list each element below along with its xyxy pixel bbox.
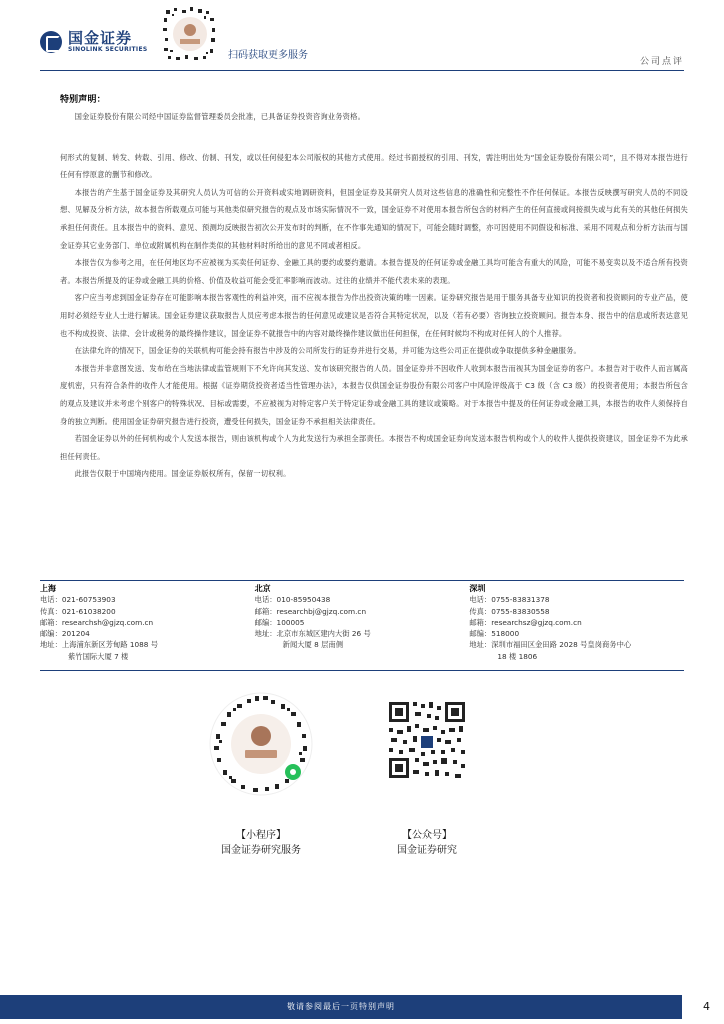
office-zip: 邮编：518000 xyxy=(469,629,520,639)
mini-program-name: 国金证券研究服务 xyxy=(221,845,301,856)
scan-prompt: 扫码获取更多服务 xyxy=(228,50,308,61)
office-fax: 传真：021-61038200 xyxy=(40,606,116,616)
office-phone: 电话：010-85950438 xyxy=(254,595,331,605)
office-address-line2: 紫竹国际大厦 7 楼 xyxy=(68,651,129,661)
contacts-top-divider xyxy=(40,580,684,581)
office-phone: 电话：0755-83831378 xyxy=(469,595,550,605)
special-disclaimer xyxy=(60,92,688,483)
public-account-name: 国金证券研究 xyxy=(397,845,457,856)
office-phone: 电话：021-60753903 xyxy=(40,595,116,605)
disclaimer-paragraph: 此报告仅限于中国境内使用。国金证券版权所有，保留一切权利。 xyxy=(74,469,291,479)
office-city: 北京 xyxy=(254,584,271,593)
office-address: 地址：上海浦东新区芳甸路 1088 号 xyxy=(40,640,159,650)
mini-program-qr-block xyxy=(196,692,326,858)
public-account-qr-block xyxy=(362,692,492,858)
mini-program-caption: 【小程序】 xyxy=(236,830,286,841)
disclaimer-title: 特别声明： xyxy=(60,95,106,105)
contacts-bottom-divider xyxy=(40,670,684,671)
office-contacts xyxy=(40,583,684,662)
logo-cn-text: 国金证券 xyxy=(68,29,133,47)
shanghai-office xyxy=(40,583,255,662)
disclaimer-paragraph: 若国金证券以外的任何机构或个人发送本报告，则由该机构或个人为此发送行为承担全部责任。本报告不构成国金证券向发送本报告机构或个人的收件人提供投资建议，国金证券不为此承担任何责任。 xyxy=(60,434,688,461)
office-address: 地址：北京市东城区建内大街 26 号 xyxy=(254,629,371,639)
office-address-line2: 18 楼 1806 xyxy=(497,651,538,661)
office-email[interactable]: 邮箱：researchsz@gjzq.com.cn xyxy=(469,617,582,627)
office-email[interactable]: 邮箱：researchbj@gjzq.com.cn xyxy=(254,606,367,616)
company-logo xyxy=(40,30,147,54)
office-city: 深圳 xyxy=(469,584,486,593)
page-number: 4 xyxy=(703,1000,710,1013)
beijing-office xyxy=(255,583,470,662)
office-address-line2: 新闻大厦 8 层南侧 xyxy=(282,640,344,650)
page-footer xyxy=(0,995,724,1024)
shenzhen-office xyxy=(469,583,684,662)
office-address: 地址：深圳市福田区金田路 2028 号皇岗商务中心 xyxy=(469,640,632,650)
report-type-label: 公司点评 xyxy=(639,57,684,67)
header-qr-code-icon[interactable] xyxy=(160,4,220,64)
office-email[interactable]: 邮箱：researchsh@gjzq.com.cn xyxy=(40,617,154,627)
disclaimer-paragraph: 客户应当考虑到国金证券存在可能影响本报告客观性的利益冲突，而不应视本报告为作出投资决策的唯一因素。证券研究报告是用于服务具备专业知识的投资者和投资顾问的专业产品，使用时必须经专业人士进行解读。国金证券建议获取报告人员应考虑本报告的任何意见或建议是否符合其特定状况，以及（若有必要）咨询独立投资顾问。报告本身、报告中的信息或所表达意见也不构成投资、法律、会计或税务的最终操作建议，国金证券不就报告中的内容对最终操作建议做出任何担保，在任何时候均不构成对任何人的个人推荐。 xyxy=(60,293,688,338)
mini-program-qr-icon[interactable] xyxy=(209,692,313,796)
disclaimer-paragraph: 国金证券股份有限公司经中国证券监督管理委员会批准，已具备证券投资咨询业务资格。 xyxy=(74,112,366,121)
office-zip: 邮编：201204 xyxy=(40,629,90,639)
office-city: 上海 xyxy=(40,584,56,593)
office-zip: 邮编：100005 xyxy=(254,617,305,627)
page-header xyxy=(0,0,724,72)
logo-mark-icon xyxy=(40,31,62,53)
header-divider xyxy=(40,70,684,71)
office-fax: 传真：0755-83830558 xyxy=(469,606,550,616)
disclaimer-paragraph: 本报告的产生基于国金证券及其研究人员认为可信的公开资料或实地调研资料，但国金证券及其研究人员对这些信息的准确性和完整性不作任何保证。本报告反映撰写研究人员的不同设想、见解及分析方法，故本报告所载观点可能与其他类似研究报告的观点及市场实际情况不一致，国金证券不对使用本报告所包含的材料产生的任何直接或间接损失或与此有关的其他任何损失承担任何责任。且本报告中的资料、意见、预测均反映报告初次公开发布时的判断，在不作事先通知的情况下，可能会随时调整，亦可因使用不同假设和标准、采用不同观点和分析方法而与国金证券其它业务部门、单位或附属机构在制作类似的其他材料时所给出的意见不同或者相反。 xyxy=(60,187,688,250)
disclaimer-paragraph: 本报告并非意图发送、发布给在当地法律或监管规则下不允许向其发送、发布该研究报告的人员。国金证券并不因收件人收到本报告而视其为国金证券的客户。本报告对于收件人而言属高度机密，只有符合条件的收件人才能使用。根据《证券期货投资者适当性管理办法》，本报告仅供国金证券股份有限公司客户中风险评级高于 C3 级（含 C3 级）的投资者使用；本报告所包含的观点及建议并未考虑个别客户的特殊状况、目标或需要，不应被视为对特定客户关于特定证券或金融工具的建议或策略。对于本报告中提及的任何证券或金融工具，本报告的收件人须保持自身的独立判断。使用国金证券研究报告进行投资，遭受任何损失，国金证券不承担相关法律责任。 xyxy=(60,363,688,426)
disclaimer-paragraph: 何形式的复制、转发、转载、引用、修改、仿制、刊发，或以任何侵犯本公司版权的其他方式使用。经过书面授权的引用、刊发，需注明出处为“国金证券股份有限公司”，且不得对本报告进行任何有悖原意的删节和修改。 xyxy=(60,152,688,180)
public-account-caption: 【公众号】 xyxy=(402,830,452,841)
footer-notice: 敬请参阅最后一页特别声明 xyxy=(287,1002,395,1011)
logo-en-text: SINOLINK SECURITIES xyxy=(68,46,148,53)
disclaimer-paragraph: 在法律允许的情况下，国金证券的关联机构可能会持有报告中涉及的公司所发行的证券并进行交易，并可能为这些公司正在提供或争取提供多种金融服务。 xyxy=(74,346,581,356)
disclaimer-paragraph: 本报告仅为参考之用，在任何地区均不应被视为买卖任何证券、金融工具的要约或要约邀请。本报告提及的任何证券或金融工具均可能含有重大的风险，可能不易变卖以及不适合所有投资者。本报告所提及的证券或金融工具的价格、价值及收益可能会受汇率影响而波动。过往的业绩并不能代表未来的表现。 xyxy=(60,258,688,285)
public-account-qr-icon[interactable] xyxy=(375,692,479,796)
